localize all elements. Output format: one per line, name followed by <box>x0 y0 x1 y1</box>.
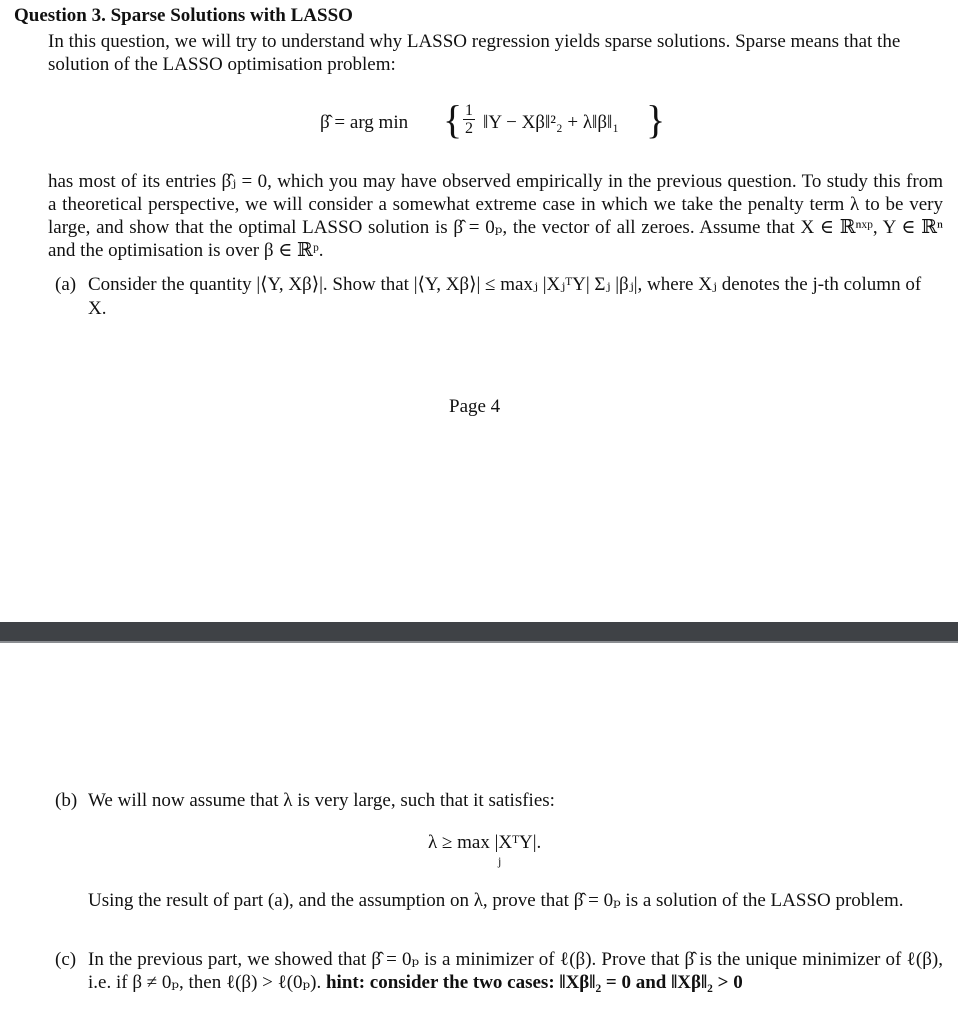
intro-paragraph: In this question, we will try to understand why LASSO regression yields sparse solutions. Sparse means that the solution of the LASSO optimisation problem: <box>48 31 901 75</box>
left-brace: { <box>443 97 463 142</box>
page-separator-shadow <box>0 641 958 643</box>
lambda-formula-subscript: j <box>498 854 502 868</box>
part-a-text: Consider the quantity |⟨Y, Xβ⟩|. Show that |⟨Y, Xβ⟩| ≤ maxⱼ |XⱼᵀY| Σⱼ |βⱼ|, where Xⱼ denotes the j-th column of X. <box>88 274 922 319</box>
right-brace: } <box>646 97 666 142</box>
question-title: Question 3. Sparse Solutions with LASSO <box>14 5 353 26</box>
part-c-text: In the previous part, we showed that β̂ = 0ₚ is a minimizer of ℓ(β). Prove that β̂ is the unique minimizer of ℓ(β), i.e. if β ≠ 0ₚ, then ℓ(β) > ℓ(0ₚ). <box>88 949 943 993</box>
fraction-numerator: 1 <box>465 102 473 119</box>
part-b-label: (b) <box>55 790 78 811</box>
lambda-formula-text: λ ≥ max |XᵀY|. <box>428 832 542 853</box>
part-c-body <box>88 948 943 994</box>
lambda-condition-formula <box>428 832 542 868</box>
part-b-proof-text: Using the result of part (a), and the assumption on λ, prove that β̂ = 0ₚ is a solution of the LASSO problem. <box>88 890 904 911</box>
formula-fraction <box>463 102 475 137</box>
page-number: Page 4 <box>449 396 501 417</box>
formula-body: ‖Y − Xβ‖²₂ + λ‖β‖₁ <box>483 112 619 133</box>
part-c-hint: hint: consider the two cases: ‖Xβ‖₂ = 0 and ‖Xβ‖₂ > 0 <box>325 972 743 993</box>
theory-paragraph: has most of its entries β̂ⱼ = 0, which you may have observed empirically in the previous question. To study this from a theoretical perspective, we will consider a somewhat extreme case in which we take the penalty term λ to be very large, and show that the optimal LASSO solution is β̂ = 0ₚ, the vector of all zeroes. Assume that X ∈ ℝⁿˣᵖ, Y ∈ ℝⁿ and the optimisation is over β ∈ ℝᵖ. <box>48 171 943 261</box>
fraction-denominator: 2 <box>465 120 473 137</box>
part-a-label: (a) <box>55 274 77 295</box>
page-separator <box>0 622 958 641</box>
lasso-formula <box>320 98 680 158</box>
part-b-text: We will now assume that λ is very large, such that it satisfies: <box>88 790 555 811</box>
part-c-label: (c) <box>55 949 77 970</box>
formula-lhs: β̂ = arg min <box>320 112 409 133</box>
